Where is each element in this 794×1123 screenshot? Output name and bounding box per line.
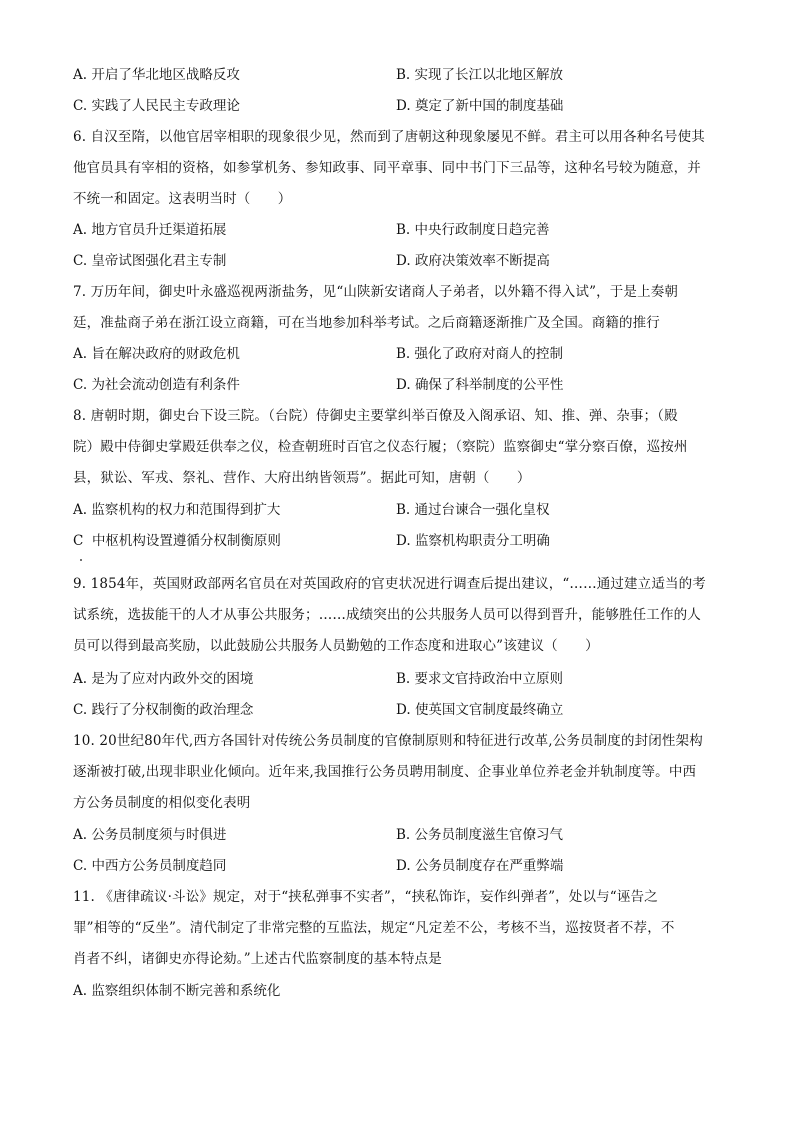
q6-option-c: C. 皇帝试图强化君主专制	[73, 253, 227, 269]
q10-stem	[73, 726, 723, 819]
q6-option-d: D. 政府决策效率不断提高	[396, 253, 550, 269]
q5-option-d: D. 奠定了新中国的制度基础	[396, 98, 564, 114]
q8-options	[73, 495, 723, 557]
q7-option-b: B. 强化了政府对商人的控制	[396, 346, 564, 362]
stem-line: 廷，准盐商子弟在浙江设立商籍，可在当地参加科举考试。之后商籍逐渐推广及全国。商籍的推行	[73, 315, 660, 331]
stem-line: 员可以得到最高奖励，以此鼓励公共服务人员勤勉的工作态度和进取心”该建议（ ）	[73, 638, 599, 654]
q8-option-a: A. 监察机构的权力和范围得到扩大	[73, 502, 281, 518]
stem-line: 6. 自汉至隋，以他官居宰相职的现象很少见，然而到了唐朝这种现象屡见不鲜。君主可以用各种名号使其	[73, 129, 705, 145]
option-row	[73, 664, 723, 695]
q6-option-a: A. 地方官员升迁渠道拓展	[73, 222, 227, 238]
q7-option-d: D. 确保了科举制度的公平性	[396, 377, 564, 393]
option-row	[73, 976, 723, 1007]
stem-line: 逐渐被打破,出现非职业化倾向。近年来,我国推行公务员聘用制度、企事业单位养老金并轨制度等。中西	[73, 764, 697, 780]
q9-options	[73, 664, 723, 726]
q5-option-c: C. 实践了人民民主专政理论	[73, 98, 240, 114]
q9-option-c: C. 践行了分权制衡的政治理念	[73, 702, 254, 718]
stem-line: 8. 唐朝时期，御史台下设三院。（台院）侍御史主要掌纠举百僚及入阁承诏、知、推、弹、杂事；（殿	[73, 408, 678, 424]
q10-option-d: D. 公务员制度存在严重弊端	[396, 858, 564, 874]
stem-line: 他官员具有宰相的资格，如参掌机务、参知政事、同平章事、同中书门下三品等，这种名号较为随意，并	[73, 160, 701, 176]
q7-stem	[73, 277, 723, 339]
q10-option-c: C. 中西方公务员制度趋同	[73, 858, 227, 874]
stem-line: 罪”相等的“反坐”。清代制定了非常完整的互监法，规定“凡定差不公，考核不当，巡按贤者不荐，不	[73, 920, 675, 936]
stem-line: 11. 《唐律疏议·斗讼》规定，对于“挟私弹事不实者”，“挟私饰诈，妄作纠弹者”，处以与“诬告之	[73, 889, 658, 905]
q10-option-a: A. 公务员制度须与时俱进	[73, 827, 227, 843]
stray-dot	[80, 559, 82, 561]
option-row	[73, 526, 723, 557]
stem-line: 肖者不纠，诸御史亦得论劾。”上述古代监察制度的基本特点是	[73, 951, 442, 967]
q7-option-c: C. 为社会流动创造有利条件	[73, 377, 240, 393]
q6-option-b: B. 中央行政制度日趋完善	[396, 222, 550, 238]
q5-option-b: B. 实现了长江以北地区解放	[396, 67, 564, 83]
stem-line: 不统一和固定。这表明当时（ ）	[73, 191, 292, 207]
stem-line: 院）殿中侍御史掌殿廷供奉之仪，检查朝班时百官之仪态行履；（察院）监察御史“掌分察百僚，巡按州	[73, 439, 688, 455]
q6-stem	[73, 122, 723, 215]
q9-stem	[73, 569, 723, 662]
q7-option-a: A. 旨在解决政府的财政危机	[73, 346, 240, 362]
option-row	[73, 246, 723, 277]
option-row	[73, 495, 723, 526]
option-row	[73, 339, 723, 370]
option-row	[73, 60, 723, 91]
stem-line: 10. 20世纪80年代,西方各国针对传统公务员制度的官僚制原则和特征进行改革,公务员制度的封闭性架构	[73, 733, 703, 749]
q6-options	[73, 215, 723, 277]
stem-line: 9. 1854年，英国财政部两名官员在对英国政府的官吏状况进行调查后提出建议，“……通过建立适当的考	[73, 576, 706, 592]
option-row	[73, 851, 723, 882]
q10-option-b: B. 公务员制度滋生官僚习气	[396, 827, 564, 843]
option-row	[73, 91, 723, 122]
option-row	[73, 820, 723, 851]
q5-option-a: A. 开启了华北地区战略反攻	[73, 67, 240, 83]
stem-line: 7. 万历年间，御史叶永盛巡视两浙盐务，见“山陕新安诸商人子弟者，以外籍不得入试”，于是上奏朝	[73, 284, 679, 300]
q8-option-d: D. 监察机构职责分工明确	[396, 533, 550, 549]
q10-options	[73, 820, 723, 882]
stem-line: 方公务员制度的相似变化表明	[73, 795, 251, 811]
option-row	[73, 215, 723, 246]
stem-line: 试系统，选拔能干的人才从事公共服务；……成绩突出的公共服务人员可以得到晋升，能够胜任工作的人	[73, 607, 701, 623]
q8-option-b: B. 通过台谏合一强化皇权	[396, 502, 550, 518]
option-row	[73, 695, 723, 726]
option-row	[73, 370, 723, 401]
q9-option-b: B. 要求文官持政治中立原则	[396, 671, 564, 687]
q7-options	[73, 339, 723, 401]
stem-line: 县，狱讼、军戎、祭礼、营作、大府出纳皆领焉”。据此可知，唐朝（ ）	[73, 470, 531, 486]
q11-options	[73, 976, 723, 1007]
q8-stem	[73, 401, 723, 494]
q8-option-c: C 中枢机构设置遵循分权制衡原则	[73, 533, 281, 549]
q11-option-a: A. 监察组织体制不断完善和系统化	[73, 983, 281, 999]
q9-option-a: A. 是为了应对内政外交的困境	[73, 671, 254, 687]
q11-stem	[73, 882, 723, 975]
q9-option-d: D. 使英国文官制度最终确立	[396, 702, 564, 718]
q5-options	[73, 60, 723, 122]
